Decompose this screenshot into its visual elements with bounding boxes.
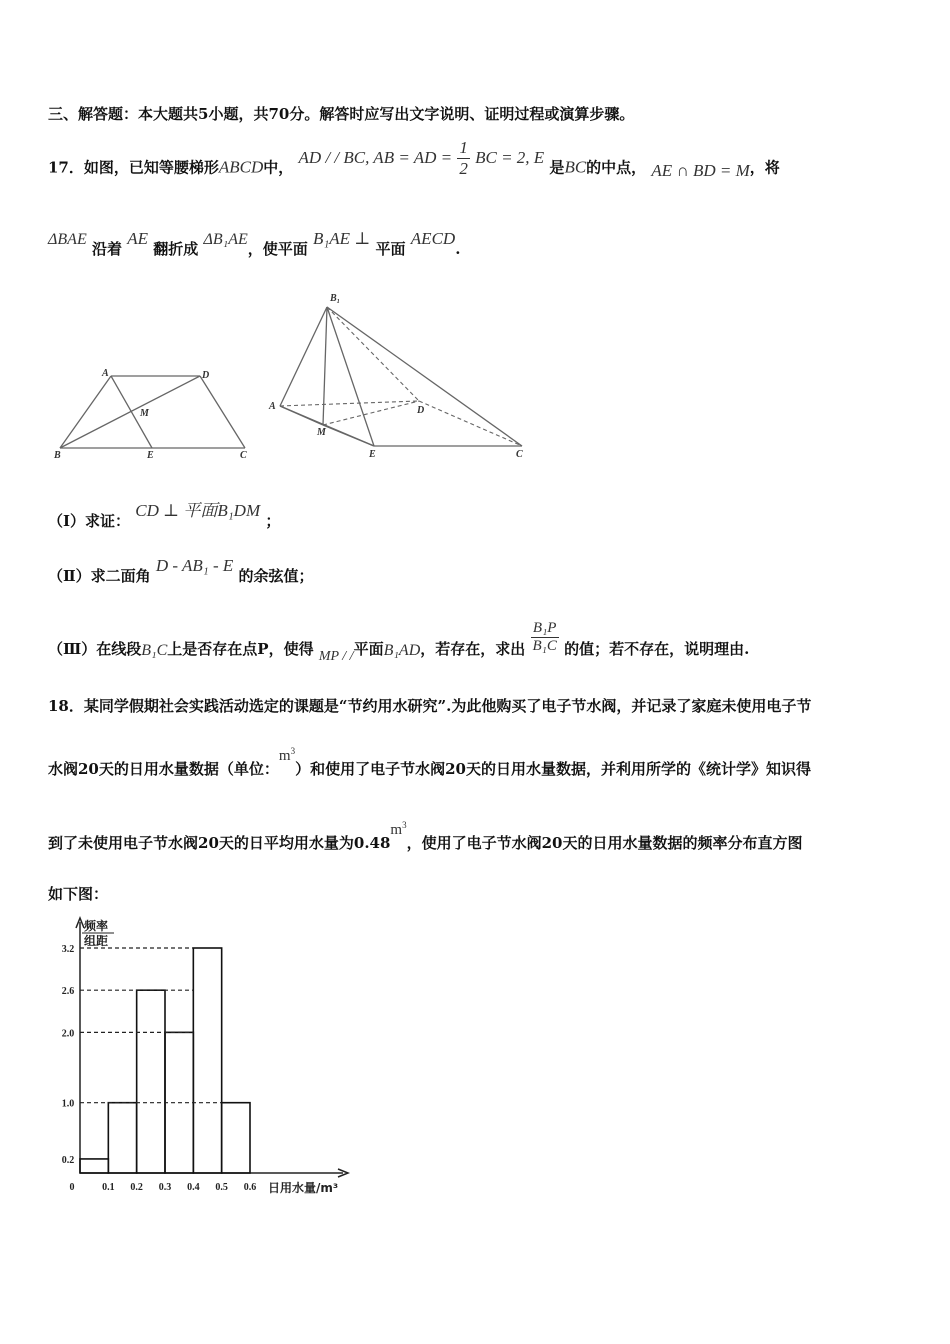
q17-mid: 中， [263,158,294,177]
q17-part1-label: （Ⅰ）求证： [48,512,131,530]
q17-part3-fraction [531,620,559,655]
q17-half-numerator: 1 [459,138,468,157]
q17-part3-parallel: MP / / [318,648,354,664]
q17-part3-label: （Ⅲ）在线段 [48,639,142,658]
q18-line2b: ）和使用了电子节水阀20天的日用水量数据，并利用所学的《统计学》知识得 [295,760,811,778]
q17-half-fraction [457,138,470,179]
q18-unit-2 [390,822,406,838]
q18-line3b: ，使用了电子节水阀20天的日用水量数据的频率分布直方图 [406,834,803,852]
fig-left-label-m: M [140,408,149,419]
q18-unit2-m: m [390,822,403,838]
x-tick-label: 0.4 [187,1182,200,1193]
frequency-histogram [48,910,358,1200]
y-tick-label: 2.0 [61,1028,75,1040]
q17-line1 [48,138,780,189]
q17-part2 [48,556,314,586]
q18-unit-m: m [278,748,291,764]
q17-jiang: ，将 [749,158,780,177]
q17-part1-end: ； [265,512,281,530]
q17-part3-exist: ，若存在，求出 [420,639,526,658]
q17-cond1: AD / / BC, AB = AD = [298,147,453,167]
q17-part3-plane-name: B₁AD [383,641,421,659]
q17-midpoint: 的中点， [586,158,647,177]
fig-left-label-a: A [102,368,109,379]
q17-cond2: BC = 2, E [475,147,545,167]
q17-make: ，使平面 [247,240,308,258]
y-label-top: 频率 [83,919,109,933]
histogram-bar [193,948,221,1173]
q17-part3-segment: B₁C [141,641,168,659]
folded-solid-figure [263,285,533,465]
x-axis-label: 日用水量/m³ [268,1181,339,1195]
q17-part3 [48,620,749,664]
y-label-bottom: 组距 [83,934,109,948]
q17-plane2: AECD [410,229,456,248]
fig-right-label-b1: B₁ [330,293,341,304]
q18-line2 [48,746,811,779]
q17-ae: AE [127,229,148,248]
trapezoid-figure [48,360,258,465]
fig-left-label-c: C [240,450,247,461]
q17-triangle: ΔBAE [48,231,87,248]
fig-right-label-e: E [369,449,376,460]
fig-right-label-d: D [417,405,425,416]
histogram-bar [137,990,165,1173]
q17-part3-denominator: B₁C [532,638,557,654]
q17-line2 [48,229,461,259]
y-tick-label: 1.0 [61,1098,75,1110]
q17-fold: 翻折成 [153,240,199,258]
x-tick-label: 0.5 [215,1182,228,1193]
fig-left-label-d: D [202,370,210,381]
y-tick-label: 2.6 [61,986,75,998]
q18-line3 [48,820,803,853]
q18-line2a: 水阀20天的日用水量数据（单位： [48,760,279,778]
q17-part3-end: 的值；若不存在，说明理由. [564,639,750,658]
histogram-bar [80,1159,108,1173]
histogram-bar [108,1103,136,1173]
q18-unit [279,748,295,764]
fig-right-label-m: M [317,427,326,438]
q18-line3a: 到了未使用电子节水阀20天的日平均用水量为0.48 [48,834,391,852]
y-tick-label: 3.2 [61,944,75,955]
q18-line4: 如下图： [48,885,109,903]
fig-left-label-b: B [54,450,61,461]
x-tick-label: 0.3 [158,1182,172,1193]
x-tick-label: 0.2 [130,1182,143,1193]
q17-part1-math: CD ⊥ 平面B₁DM [135,501,261,520]
q17-plane-word: 平面 [375,240,406,258]
origin-label: 0 [69,1182,75,1193]
q17-trapezoid: ABCD [218,157,264,177]
x-tick-label: 0.1 [102,1182,115,1193]
q17-part3-mid: 上是否存在点P，使得 [167,639,314,658]
q17-is: 是 [549,158,565,177]
y-tick-label: 0.2 [61,1154,75,1166]
q17-part2-math: D - AB₁ - E [155,556,234,575]
q17-plane1: B₁AE ⊥ [313,229,371,248]
q17-along: 沿着 [91,240,122,258]
fig-right-label-a: A [269,401,276,412]
q17-number: 17．如图，已知等腰梯形 [48,158,219,177]
q17-triangle-folded: ΔB₁AE [203,231,248,248]
q17-part1 [48,501,281,531]
histogram-bar [222,1103,250,1173]
fig-left-label-e: E [147,450,154,461]
q18-line1: 18．某同学假期社会实践活动选定的课题是“节约用水研究”.为此他购买了电子节水阀，并记录了家庭未使用电子节 [48,697,812,715]
q17-dot: . [455,240,461,258]
q18-unit2-sup: 3 [402,820,407,830]
q17-part2-label: （Ⅱ）求二面角 [48,567,151,585]
q18-unit-sup: 3 [290,746,296,756]
q17-part2-end: 的余弦值； [238,567,314,585]
q17-half-denominator: 2 [459,159,468,178]
q17-part3-numerator: B₁P [531,620,559,638]
fig-right-label-c: C [516,449,523,460]
q17-intersection: AE ∩ BD = M [651,160,750,180]
q17-bc: BC [564,157,587,177]
section-heading: 三、解答题：本大题共5小题，共70分。解答时应写出文字说明、证明过程或演算步骤。 [48,105,635,123]
x-tick-label: 0.6 [243,1182,257,1193]
q17-part3-plane: 平面 [353,639,384,658]
